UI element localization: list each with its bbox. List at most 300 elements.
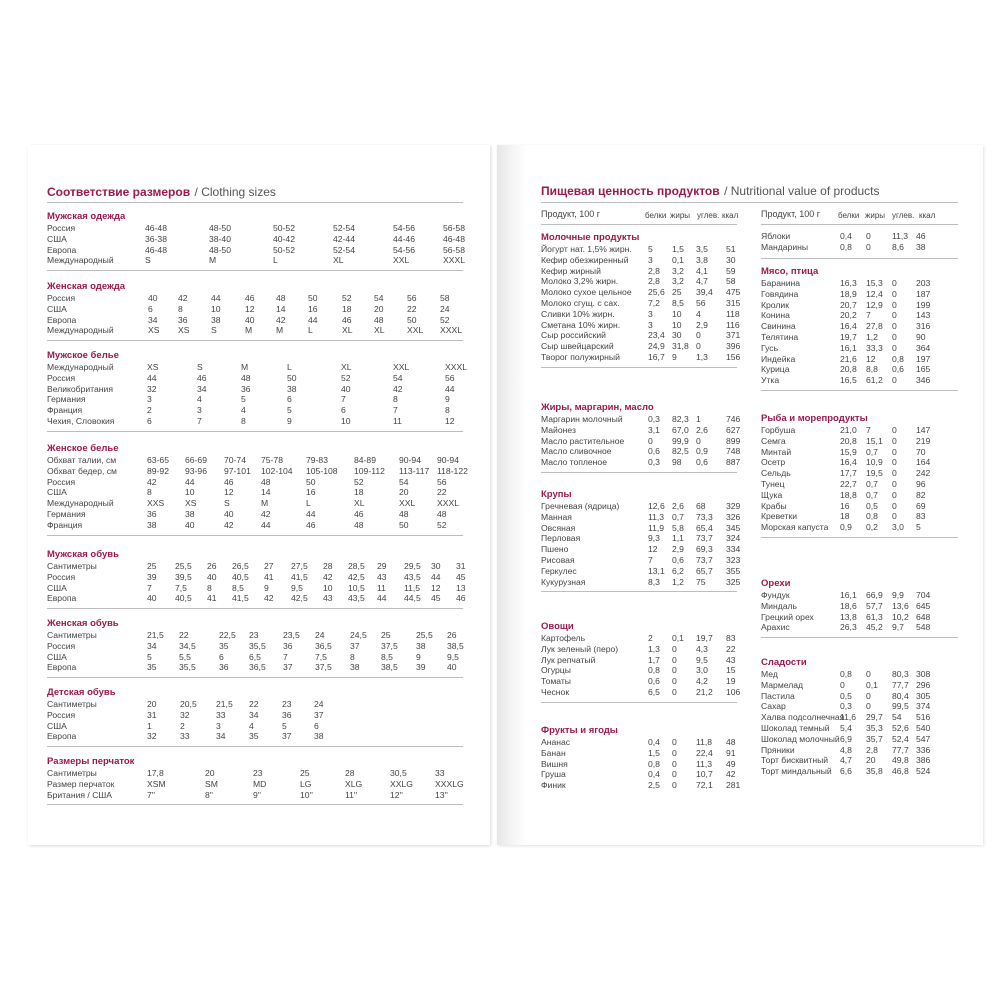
nutrient-value: 0 xyxy=(672,654,677,665)
size-cell: 25 xyxy=(381,630,391,640)
size-cell: XXXL xyxy=(440,325,462,336)
product-name: Мед xyxy=(761,669,778,679)
size-cell: 118-122 xyxy=(437,465,468,476)
nutrient-value: 4,3 xyxy=(696,643,708,654)
nutrition-row xyxy=(541,780,741,791)
product-name: Ананас xyxy=(541,737,571,747)
size-cell: XLG xyxy=(345,778,363,789)
size-cell: 50 xyxy=(308,293,318,303)
nutrient-value: 17,7 xyxy=(840,468,857,479)
size-row xyxy=(47,373,467,384)
nutrient-value: 16,4 xyxy=(840,457,857,468)
nutrient-value: 0 xyxy=(866,701,871,712)
size-cell: M xyxy=(261,498,269,509)
nutrient-value: 9,5 xyxy=(696,654,708,665)
product-name: Миндаль xyxy=(761,600,797,611)
product-name: Груша xyxy=(541,769,566,780)
nutrient-value: 219 xyxy=(916,435,931,446)
nutrient-value: 5,4 xyxy=(840,722,852,733)
size-section xyxy=(47,443,467,531)
nutrient-value: 308 xyxy=(916,669,931,679)
nutrient-value: 0 xyxy=(892,489,897,500)
size-section xyxy=(47,211,467,266)
nutrient-value: 56 xyxy=(696,297,706,308)
nutrient-value: 29,7 xyxy=(866,712,883,723)
clothing-sizes-title: Соответствие размеров xyxy=(47,185,191,199)
size-cell: 24 xyxy=(440,303,450,314)
nutrient-value: 0,8 xyxy=(648,665,660,676)
size-section-title: Размеры перчаток xyxy=(47,756,135,767)
nutrient-value: 748 xyxy=(726,446,741,457)
size-cell: 113-117 xyxy=(399,465,430,476)
size-cell: 8 xyxy=(393,394,398,405)
size-cell: 44 xyxy=(377,593,387,604)
size-cell: S xyxy=(224,498,230,509)
nutrient-value: 164 xyxy=(916,457,931,468)
size-cell: 45 xyxy=(431,593,441,604)
nutrient-value: 0 xyxy=(866,241,871,252)
nutrition-row xyxy=(541,446,741,457)
size-section xyxy=(47,756,467,800)
nutrient-value: 4 xyxy=(696,308,701,319)
product-name: Сыр российский xyxy=(541,330,606,341)
size-cell: 31 xyxy=(456,561,466,571)
size-cell: LG xyxy=(300,778,312,789)
nutrition-row xyxy=(541,737,741,748)
product-name: Манная xyxy=(541,511,572,522)
nutrient-value: 0,8 xyxy=(840,241,852,252)
size-cell: 26 xyxy=(207,561,217,571)
nutrient-value: 0,1 xyxy=(672,633,684,643)
size-cell: 50 xyxy=(407,314,417,325)
size-cell: 5 xyxy=(282,720,287,731)
size-section xyxy=(47,618,467,673)
clothing-sizes-subtitle: / Clothing sizes xyxy=(194,185,276,199)
nutrient-value: 2,8 xyxy=(648,276,660,287)
size-section xyxy=(47,549,467,604)
nutrient-value: 6,2 xyxy=(672,565,684,576)
product-name: Торт миндальный xyxy=(761,766,832,777)
nutrient-value: 887 xyxy=(726,457,741,468)
size-cell: 38 xyxy=(350,662,360,673)
section-divider xyxy=(541,591,737,592)
nutrition-section xyxy=(541,489,741,587)
section-divider xyxy=(541,702,737,703)
nutrient-value: 5 xyxy=(916,522,921,533)
nutrient-value: 33,3 xyxy=(866,342,883,353)
nutrient-value: 5 xyxy=(648,244,653,254)
nutrition-row xyxy=(541,276,741,287)
nutrient-value: 0 xyxy=(892,425,897,435)
nutrient-value: 39,4 xyxy=(696,287,713,298)
nutrient-value: 73,3 xyxy=(696,511,713,522)
size-cell: 10 xyxy=(211,303,221,314)
size-cell: 28 xyxy=(345,768,355,778)
size-cell: 46 xyxy=(245,293,255,303)
size-cell: 40 xyxy=(207,571,217,582)
size-cell: 11,5 xyxy=(404,582,421,593)
size-cell: 109-112 xyxy=(354,465,385,476)
size-cell: 36,5 xyxy=(249,662,266,673)
size-cell: 7 xyxy=(147,582,152,593)
size-cell: 44 xyxy=(147,372,157,383)
size-cell: 42,5 xyxy=(348,571,365,582)
nutrient-value: 24,9 xyxy=(648,341,665,352)
size-cell: 5 xyxy=(147,651,152,662)
nutrient-value: 11,9 xyxy=(648,522,665,533)
size-cell: 46 xyxy=(456,593,466,604)
nutrition-section xyxy=(541,621,741,698)
size-cell: 8 xyxy=(445,405,450,416)
nutrient-value: 0,6 xyxy=(696,457,708,468)
size-row-label: Европа xyxy=(47,731,77,742)
nutrient-value: 12,9 xyxy=(866,299,883,310)
nutrient-value: 11,3 xyxy=(648,511,665,522)
size-cell: 4 xyxy=(241,405,246,416)
size-cell: 48-50 xyxy=(209,244,231,255)
nutrition-section-title: Рыба и морепродукты xyxy=(761,413,868,424)
nutrition-row xyxy=(541,501,741,512)
nutrition-row xyxy=(761,447,961,458)
nutrient-value: 345 xyxy=(726,522,741,533)
size-row-label: Европа xyxy=(47,662,77,673)
size-cell: 34,5 xyxy=(179,640,196,651)
nutrient-value: 0,1 xyxy=(672,254,684,265)
size-cell: 2 xyxy=(147,405,152,416)
size-cell: 28 xyxy=(323,561,333,571)
product-name: Пастила xyxy=(761,690,795,701)
product-name: Томаты xyxy=(541,676,571,687)
product-name: Молоко сгущ. с сах. xyxy=(541,297,620,308)
size-cell: XL xyxy=(374,325,385,336)
size-cell: L xyxy=(306,498,311,509)
nutrient-value: 3,0 xyxy=(696,665,708,676)
size-cell: 36-38 xyxy=(145,233,167,244)
size-cell: 52 xyxy=(354,476,364,487)
size-cell: 38 xyxy=(287,383,297,394)
nutrition-title: Пищевая ценность продуктов xyxy=(541,184,720,198)
nutrient-value: 3,0 xyxy=(892,522,904,533)
size-row xyxy=(47,699,467,710)
nutrition-row xyxy=(541,352,741,363)
size-cell: 41 xyxy=(207,593,217,604)
nutrient-value: 49,8 xyxy=(892,755,909,766)
size-cell: 50 xyxy=(399,519,409,530)
nutrition-row xyxy=(541,687,741,698)
size-cell: 8 xyxy=(207,582,212,593)
size-row-label: Россия xyxy=(47,640,76,651)
size-row xyxy=(47,325,467,336)
nutrition-row xyxy=(541,748,741,759)
nutrient-value: 0,4 xyxy=(648,769,660,780)
nutrient-value: 0,3 xyxy=(840,701,852,712)
size-row xyxy=(47,662,467,673)
nutrient-value: 25 xyxy=(672,287,682,298)
size-row xyxy=(47,498,467,509)
size-cell: 48 xyxy=(241,372,251,383)
nutrition-row xyxy=(761,231,961,242)
column-header-protein: белки xyxy=(838,211,860,220)
column-header-product: Продукт, 100 г xyxy=(541,209,600,219)
nutrition-row xyxy=(541,330,741,341)
product-name: Сметана 10% жирн. xyxy=(541,319,621,330)
size-row-label: США xyxy=(47,303,67,314)
nutrient-value: 8,5 xyxy=(672,297,684,308)
nutrient-value: 4,7 xyxy=(840,755,852,766)
size-cell: 38,5 xyxy=(381,662,398,673)
nutrition-row xyxy=(761,375,961,386)
nutrient-value: 2,9 xyxy=(696,319,708,330)
column-header-fat: жиры xyxy=(865,211,886,220)
nutrient-value: 8,8 xyxy=(866,364,878,375)
nutrient-value: 30 xyxy=(672,330,682,341)
nutrient-value: 0,7 xyxy=(866,489,878,500)
product-name: Телятина xyxy=(761,331,799,342)
size-cell: 33 xyxy=(216,709,226,720)
size-row-label: Международный xyxy=(47,325,114,336)
nutrition-row xyxy=(761,766,961,777)
nutrient-value: 51 xyxy=(726,244,736,254)
product-name: Крабы xyxy=(761,500,787,511)
nutrient-value: 16,7 xyxy=(648,351,665,362)
size-cell: 6 xyxy=(148,303,153,314)
size-cell: 36,5 xyxy=(315,640,332,651)
size-cell: 36 xyxy=(283,640,293,651)
nutrition-section xyxy=(761,413,961,533)
size-cell: XXLG xyxy=(390,778,413,789)
size-cell: 46-48 xyxy=(443,233,465,244)
nutrition-row xyxy=(761,590,961,601)
size-cell: 26,5 xyxy=(232,561,249,571)
size-cell: XL xyxy=(341,362,352,372)
size-cell: 24,5 xyxy=(350,630,367,640)
nutrient-value: 61,3 xyxy=(866,611,883,622)
size-cell: XS xyxy=(147,362,159,372)
size-cell: 25 xyxy=(300,768,310,778)
product-name: Пшено xyxy=(541,544,569,555)
nutrient-value: 18,6 xyxy=(840,600,857,611)
size-cell: 36 xyxy=(241,383,251,394)
size-cell: 48 xyxy=(261,476,271,487)
size-cell: 37 xyxy=(350,640,360,651)
nutrient-value: 0 xyxy=(672,747,677,758)
nutrient-value: 96 xyxy=(916,478,926,489)
nutrition-row xyxy=(761,436,961,447)
size-cell: 8'' xyxy=(205,789,214,800)
nutrient-value: 0,8 xyxy=(840,669,852,679)
size-row xyxy=(47,593,467,604)
nutrient-value: 0 xyxy=(866,669,871,679)
product-name: Утка xyxy=(761,375,780,386)
nutrient-value: 67,0 xyxy=(672,424,689,435)
nutrition-row xyxy=(761,364,961,375)
nutrient-value: 52,6 xyxy=(892,722,909,733)
product-name: Кефир обезжиренный xyxy=(541,254,629,265)
nutrient-value: 0,5 xyxy=(840,690,852,701)
size-cell: 4 xyxy=(249,720,254,731)
nutrient-value: 6,5 xyxy=(648,686,660,697)
nutrient-value: 10,9 xyxy=(866,457,883,468)
size-cell: XXL xyxy=(407,325,424,336)
size-row xyxy=(47,710,467,721)
size-row-label: США xyxy=(47,582,67,593)
product-name: Торт бисквитный xyxy=(761,755,829,766)
product-name: Огурцы xyxy=(541,665,571,676)
nutrient-value: 12 xyxy=(866,353,876,364)
nutrient-value: 7 xyxy=(866,425,871,435)
product-name: Креветки xyxy=(761,511,798,522)
size-row xyxy=(47,509,467,520)
nutrient-value: 0 xyxy=(892,342,897,353)
nutrient-value: 0 xyxy=(866,231,871,241)
nutrient-value: 15,9 xyxy=(840,446,857,457)
nutrition-row xyxy=(761,734,961,745)
nutrient-value: 329 xyxy=(726,501,741,511)
size-cell: 50-52 xyxy=(273,223,295,233)
size-row xyxy=(47,561,467,572)
nutrition-subtitle: / Nutritional value of products xyxy=(724,184,880,198)
nutrient-value: 156 xyxy=(726,351,741,362)
size-cell: XL xyxy=(333,255,344,266)
product-name: Творог полужирный xyxy=(541,351,620,362)
nutrition-row xyxy=(761,332,961,343)
size-cell: 11'' xyxy=(345,789,358,800)
nutrient-value: 0 xyxy=(892,457,897,468)
nutrient-value: 20,2 xyxy=(840,310,857,321)
product-name: Сыр швейцарский xyxy=(541,341,614,352)
section-divider xyxy=(47,677,463,678)
nutrition-row xyxy=(761,278,961,289)
size-cell: 56 xyxy=(437,476,447,487)
nutrient-value: 143 xyxy=(916,310,931,321)
size-cell: 63-65 xyxy=(147,455,169,465)
size-cell: 34 xyxy=(147,640,157,651)
nutrient-value: 165 xyxy=(916,364,931,375)
size-row xyxy=(47,466,467,477)
product-name: Щука xyxy=(761,489,783,500)
nutrient-value: 12,6 xyxy=(648,501,665,511)
size-cell: 54-56 xyxy=(393,244,415,255)
nutrition-row xyxy=(761,755,961,766)
nutrient-value: 19,7 xyxy=(840,331,857,342)
nutrition-row xyxy=(541,266,741,277)
size-cell: 7,5 xyxy=(175,582,187,593)
product-name: Перловая xyxy=(541,533,581,544)
nutrition-row xyxy=(541,759,741,770)
nutrient-value: 0 xyxy=(672,769,677,780)
nutrition-row xyxy=(761,612,961,623)
nutrient-value: 21,2 xyxy=(696,686,713,697)
size-row-label: США xyxy=(47,487,67,498)
nutrition-row xyxy=(541,544,741,555)
product-name: Маргарин молочный xyxy=(541,414,623,424)
nutrient-value: 1,5 xyxy=(672,244,684,254)
size-row xyxy=(47,416,467,427)
nutrient-value: 645 xyxy=(916,600,931,611)
nutrient-value: 296 xyxy=(916,679,931,690)
size-section xyxy=(47,350,467,427)
nutrient-value: 16,1 xyxy=(840,342,857,353)
column-header-fat: жиры xyxy=(670,211,691,220)
nutrient-value: 16,3 xyxy=(840,278,857,288)
size-cell: 7'' xyxy=(147,789,156,800)
nutrient-value: 82,5 xyxy=(672,446,689,457)
size-row xyxy=(47,790,467,801)
nutrient-value: 16,1 xyxy=(840,590,857,600)
nutrient-value: 2,6 xyxy=(672,501,684,511)
product-name: Банан xyxy=(541,747,566,758)
size-row xyxy=(47,477,467,488)
product-name: Свинина xyxy=(761,321,796,332)
size-cell: 42 xyxy=(264,593,274,604)
size-row xyxy=(47,652,467,663)
size-cell: 36 xyxy=(282,709,292,720)
size-cell: XXXL xyxy=(443,255,465,266)
size-cell: 46-48 xyxy=(145,223,167,233)
size-cell: S xyxy=(197,362,203,372)
size-cell: 44 xyxy=(445,383,455,394)
nutrient-value: 73,7 xyxy=(696,533,713,544)
size-cell: XXXL xyxy=(437,498,459,509)
nutrient-value: 19 xyxy=(726,676,736,687)
nutrient-value: 21,6 xyxy=(840,353,857,364)
size-cell: 48 xyxy=(374,314,384,325)
nutrient-value: 59 xyxy=(726,265,736,276)
nutrient-value: 346 xyxy=(916,375,931,386)
size-row xyxy=(47,255,467,266)
product-name: Молоко 3,2% жирн. xyxy=(541,276,619,287)
size-section-title: Женская обувь xyxy=(47,618,119,629)
nutrition-row xyxy=(761,310,961,321)
size-cell: 9,5 xyxy=(447,651,459,662)
nutrient-value: 61,2 xyxy=(866,375,883,386)
nutrition-row xyxy=(761,701,961,712)
size-cell: 50 xyxy=(306,476,316,487)
size-cell: 56-58 xyxy=(443,244,465,255)
section-divider xyxy=(761,637,958,638)
nutrition-section-title: Молочные продукты xyxy=(541,232,640,243)
nutrition-row xyxy=(541,244,741,255)
size-cell: 12 xyxy=(431,582,441,593)
size-cell: 8,5 xyxy=(381,651,393,662)
nutrient-value: 10,2 xyxy=(892,611,909,622)
size-row-label: Россия xyxy=(47,709,76,720)
nutrient-value: 20,7 xyxy=(840,299,857,310)
nutrient-value: 0 xyxy=(892,478,897,489)
nutrient-value: 82,3 xyxy=(672,414,689,424)
nutrient-value: 80,3 xyxy=(892,669,909,679)
product-name: Халва подсолнечная xyxy=(761,712,845,723)
size-cell: 7 xyxy=(393,405,398,416)
product-name: Сахар xyxy=(761,701,786,712)
size-cell: S xyxy=(145,255,151,266)
nutrient-value: 3 xyxy=(648,308,653,319)
size-cell: 105-108 xyxy=(306,465,338,476)
product-name: Пряники xyxy=(761,744,795,755)
size-row xyxy=(47,223,467,234)
size-cell: 34 xyxy=(216,731,226,742)
nutrition-row xyxy=(761,601,961,612)
nutrient-value: 35,7 xyxy=(866,733,883,744)
size-cell: 23 xyxy=(249,630,259,640)
size-section-title: Женское белье xyxy=(47,443,119,454)
product-name: Йогурт нат. 1,5% жирн. xyxy=(541,244,632,254)
size-row-label: Обхват талии, см xyxy=(47,455,117,465)
size-section-title: Мужская одежда xyxy=(47,211,126,222)
size-cell: 97-101 xyxy=(224,465,251,476)
size-cell: 42 xyxy=(323,571,333,582)
size-cell: 38 xyxy=(314,731,324,742)
